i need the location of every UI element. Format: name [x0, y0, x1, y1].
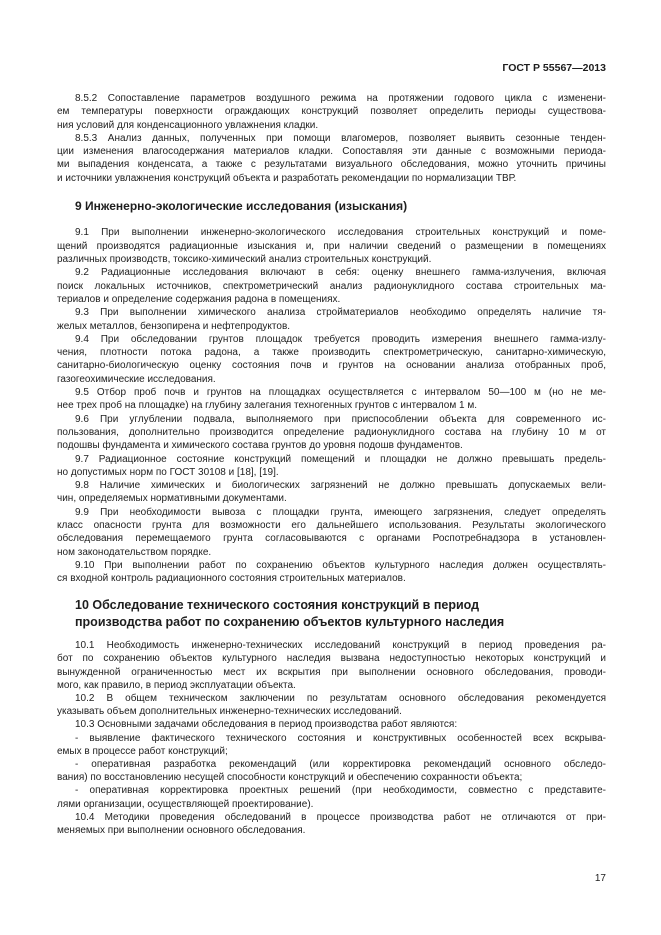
text-line: ном законодательством порядке.	[57, 546, 212, 558]
text-line: вания) по восстановлению несущей способности конструкций и обеспечению сохранности объекта;	[57, 772, 523, 784]
text-line: различных производств, токсико-химический анализ строительных конструкций.	[57, 254, 432, 266]
paragraph-9-2	[57, 266, 606, 306]
page-number: 17	[594, 873, 606, 884]
text-line: санитарно-биологическую оценку состояния почв и грунтов на основании анализа отобранных проб,	[57, 360, 606, 372]
text-line: чения, плотности потока радона, а также производить спектрометрическую, санитарно-химическую,	[57, 347, 606, 359]
heading-line: 10 Обследование технического состояния конструкций в период	[75, 598, 480, 613]
text-line: чин, определяемых нормативными документами.	[57, 493, 287, 505]
text-line: емых в процессе работ конструкций;	[57, 745, 228, 757]
paragraph-9-4	[57, 333, 606, 386]
paragraph-10-2	[57, 692, 606, 718]
text-line: ся входной контроль радиационного состояния строительных материалов.	[57, 573, 406, 585]
text-line: 10.1 Необходимость инженерно-технических исследований конструкций в период проведения ра-	[75, 640, 606, 652]
text-line: ми выпадения конденсата, а также с результатами визуального обследования, можно уточнить причины	[57, 159, 606, 171]
page-content	[57, 92, 606, 837]
section-10-body	[57, 639, 606, 837]
text-line: поиск локальных источников, спектрометрический анализ радионуклидного состава строительных ма-	[57, 280, 606, 292]
text-line: щений производятся радиационные изыскания и, при наличии сведений о размещении в помещениях	[57, 240, 606, 252]
paragraph-9-7	[57, 453, 606, 480]
paragraph-9-3	[57, 306, 606, 333]
list-item	[57, 784, 606, 810]
text-line: - оперативная разработка рекомендаций (или корректировка рекомендаций основного обследо-	[75, 758, 606, 770]
text-line: и источники увлажнения конструкций объекта и разработать рекомендации по нормализации ТВР.	[57, 172, 517, 184]
text-line: пользования, дополнительно производится определение радионуклидного состава на глубину 10 м от	[57, 426, 606, 438]
paragraph-9-9	[57, 506, 606, 559]
text-line: обследования перемещаемого грунта согласовываются с органами Роспотребнадзора в установлен-	[57, 533, 606, 545]
text-line: подошвы фундамента и химического состава грунтов до уровня подошв фундаментов.	[57, 440, 463, 452]
text-line: класс опасности грунта для возможности его дальнейшего использования. Результаты экологического	[57, 520, 606, 531]
text-line: 9.3 При выполнении химического анализа стройматериалов необходимо определять наличие тя-	[75, 307, 606, 319]
text-line: указывать объем дополнительных инженерно-технических исследований.	[57, 706, 402, 718]
paragraph-10-3	[57, 718, 606, 731]
text-line: 9.8 Наличие химических и биологических загрязнений не должно превышать допускаемых вели-	[75, 480, 606, 492]
paragraph-9-1	[57, 226, 606, 266]
paragraph-9-10	[57, 559, 606, 586]
paragraph-10-1	[57, 639, 606, 692]
text-line: вынужденной ограниченностью мест их вскрытия при выполнении основного обследования, проводи-	[57, 666, 606, 678]
text-line: 8.5.3 Анализ данных, полученных при помощи влагомеров, позволяет выявить сезонные тенден-	[75, 132, 606, 144]
text-line: меняемых при выполнении основного обследования.	[57, 824, 306, 836]
paragraph-10-4	[57, 811, 606, 837]
text-line: 9.4 При обследовании грунтов площадок требуется проводить измерения внешнего гамма-излу-	[75, 333, 606, 345]
heading-line: производства работ по сохранению объектов культурного наследия	[75, 615, 505, 630]
paragraph-8-5-3	[57, 132, 606, 185]
text-line: 8.5.2 Сопоставление параметров воздушного режима на протяжении годового цикла с изменени-	[75, 93, 606, 104]
paragraph-8-5-2	[57, 92, 606, 132]
text-line: 9.1 При выполнении инженерно-экологического исследования строительных конструкций и поме-	[75, 227, 606, 239]
text-line: ем температуры поверхности ограждающих конструкций позволяет определить периоды существова-	[57, 106, 606, 118]
text-line: желых металлов, бензопирена и нефтепродуктов.	[57, 320, 291, 332]
text-line: 10.3 Основными задачами обследования в период производства работ являются:	[75, 719, 458, 731]
text-line: 9.7 Радиационное состояние конструкций помещений и площадки не должно превышать предель-	[75, 453, 606, 465]
text-line: 9.6 При углублении подвала, выполняемого при приспособлении объекта для современного ис-	[75, 413, 606, 425]
text-line: - оперативная корректировка проектных решений (при необходимости, совместно с представите-	[75, 785, 606, 797]
text-line: бот по сохранению объектов культурного наследия вызвана недоступностью некоторых конструкций и	[57, 653, 606, 665]
text-line: 10.2 В общем техническом заключении по результатам основного обследования рекомендуется	[75, 693, 606, 705]
text-line: 9.10 При выполнении работ по сохранению объектов культурного наследия должен осуществлять-	[75, 559, 606, 571]
text-line: нее трех проб на площадке) на глубину залегания техногенных грунтов с интервалом 1 м.	[57, 400, 478, 412]
paragraph-9-6	[57, 413, 606, 453]
list-item	[57, 758, 606, 784]
text-line: - выявление фактического технического состояния и конструктивных особенностей всех вскрыва-	[75, 732, 606, 744]
text-line: 9.5 Отбор проб почв и грунтов на площадках осуществляется с интервалом 50—100 м (но не ме-	[75, 387, 606, 399]
text-line: ния условий для конденсационного увлажнения кладки.	[57, 119, 319, 131]
paragraph-9-8	[57, 479, 606, 506]
text-line: 9.2 Радиационные исследования включают в себя: оценку внешнего гамма-излучения, включая	[75, 267, 606, 279]
section-9-heading: 9 Инженерно-экологические исследования (изыскания)	[75, 199, 408, 214]
paragraph-9-5	[57, 386, 606, 413]
text-line: 10.4 Методики проведения обследований в процессе производства работ не отличаются от при-	[75, 811, 606, 823]
text-line: териалов и определение содержания радона в помещениях.	[57, 293, 341, 305]
text-line: ции изменения влагосодержания материалов кладки. Сопоставляя эти данные с возможными периода-	[57, 146, 606, 158]
text-line: мого, как правило, в период эксплуатации объекта.	[57, 679, 296, 691]
list-item	[57, 732, 606, 758]
text-line: 9.9 При необходимости вывоза с площадки грунта, имеющего загрязнения, следует определять	[75, 506, 606, 518]
text-line: но допустимых норм по ГОСТ 30108 и [18], [19].	[57, 466, 279, 478]
standard-code-header: ГОСТ Р 55567—2013	[502, 62, 606, 74]
text-line: газогеохимические исследования.	[57, 373, 216, 385]
text-line: лями организации, осуществляющей проектирование).	[57, 798, 314, 810]
section-10-heading	[57, 597, 606, 631]
